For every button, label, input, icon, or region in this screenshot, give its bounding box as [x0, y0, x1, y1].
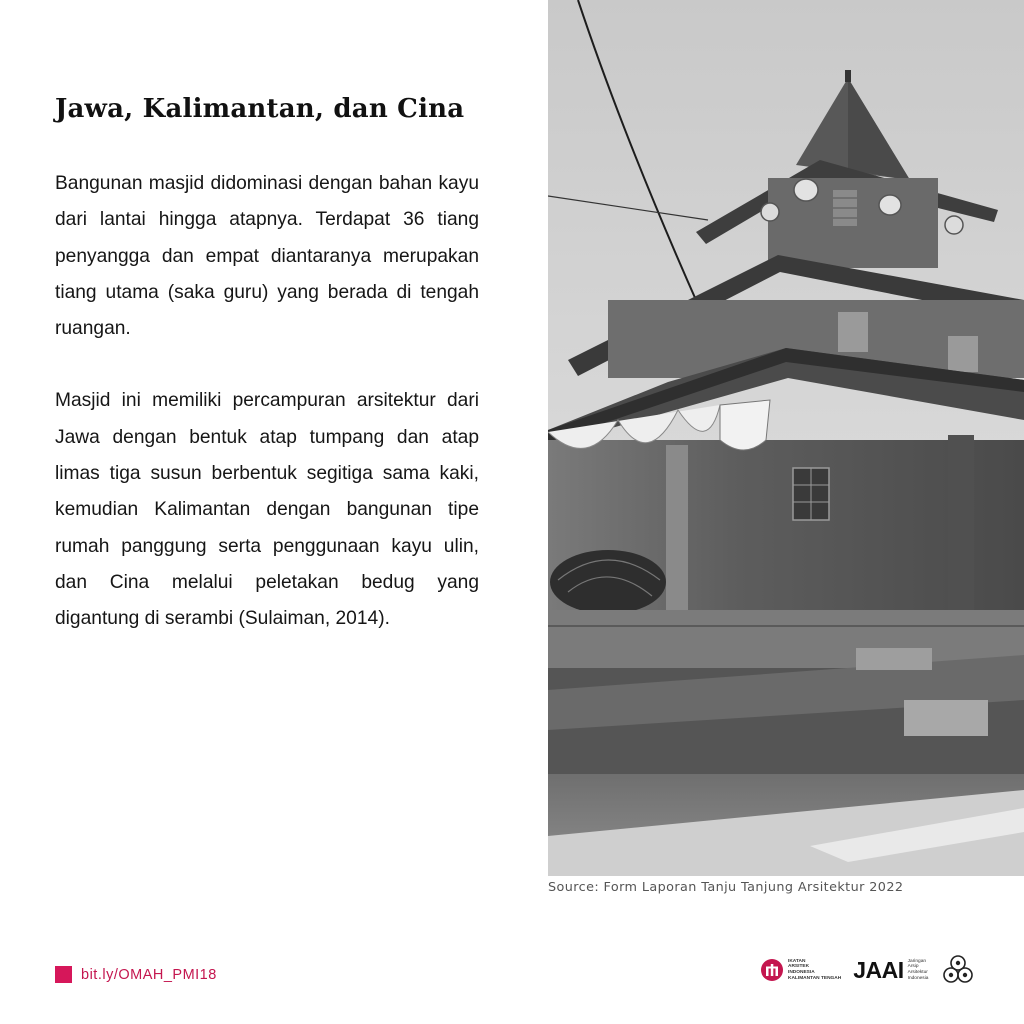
triskele-logo-icon — [940, 952, 976, 988]
accent-square — [55, 966, 72, 983]
jaai-subtitle: Jaringan Arsip Arsitektur Indonesia — [907, 958, 929, 981]
iai-text: IKATAN ARSITEK INDONESIA KALIMANTAN TENGAH — [788, 958, 842, 981]
paragraph-structure: Bangunan masjid didominasi dengan bahan kayu dari lantai hingga atapnya. Terdapat 36 tiang penyangga dan empat diantaranya merupakan tiang utama (saka guru) yang berada di tengah ruangan. — [55, 173, 479, 340]
iai-logo — [760, 958, 841, 982]
footer-link-text[interactable]: bit.ly/OMAH_PMI18 — [81, 966, 217, 983]
page-title: Jawa, Kalimantan, dan Cina — [55, 94, 465, 124]
mosque-illustration — [548, 0, 1024, 876]
paragraph-architecture: Masjid ini memiliki percampuran arsitektur dari Jawa dengan bentuk atap tumpang dan atap limas tiga susun berbentuk segitiga sama kaki, kemudian Kalimantan dengan bangunan tipe rumah panggung serta penggunaan kayu ulin, dan Cina melalui peletakan bedug yang digantung di serambi (Sulaiman, 2014). — [55, 390, 479, 630]
photo-caption: Source: Form Laporan Tanju Tanjung Arsitektur 2022 — [548, 880, 904, 895]
jaai-wordmark: JAAI — [853, 956, 904, 983]
iai-emblem-icon — [760, 958, 784, 982]
footer-link[interactable] — [55, 966, 217, 983]
body-text — [55, 166, 479, 638]
partner-logos — [760, 950, 976, 990]
mosque-photo — [548, 0, 1024, 876]
jaai-logo — [853, 957, 928, 984]
